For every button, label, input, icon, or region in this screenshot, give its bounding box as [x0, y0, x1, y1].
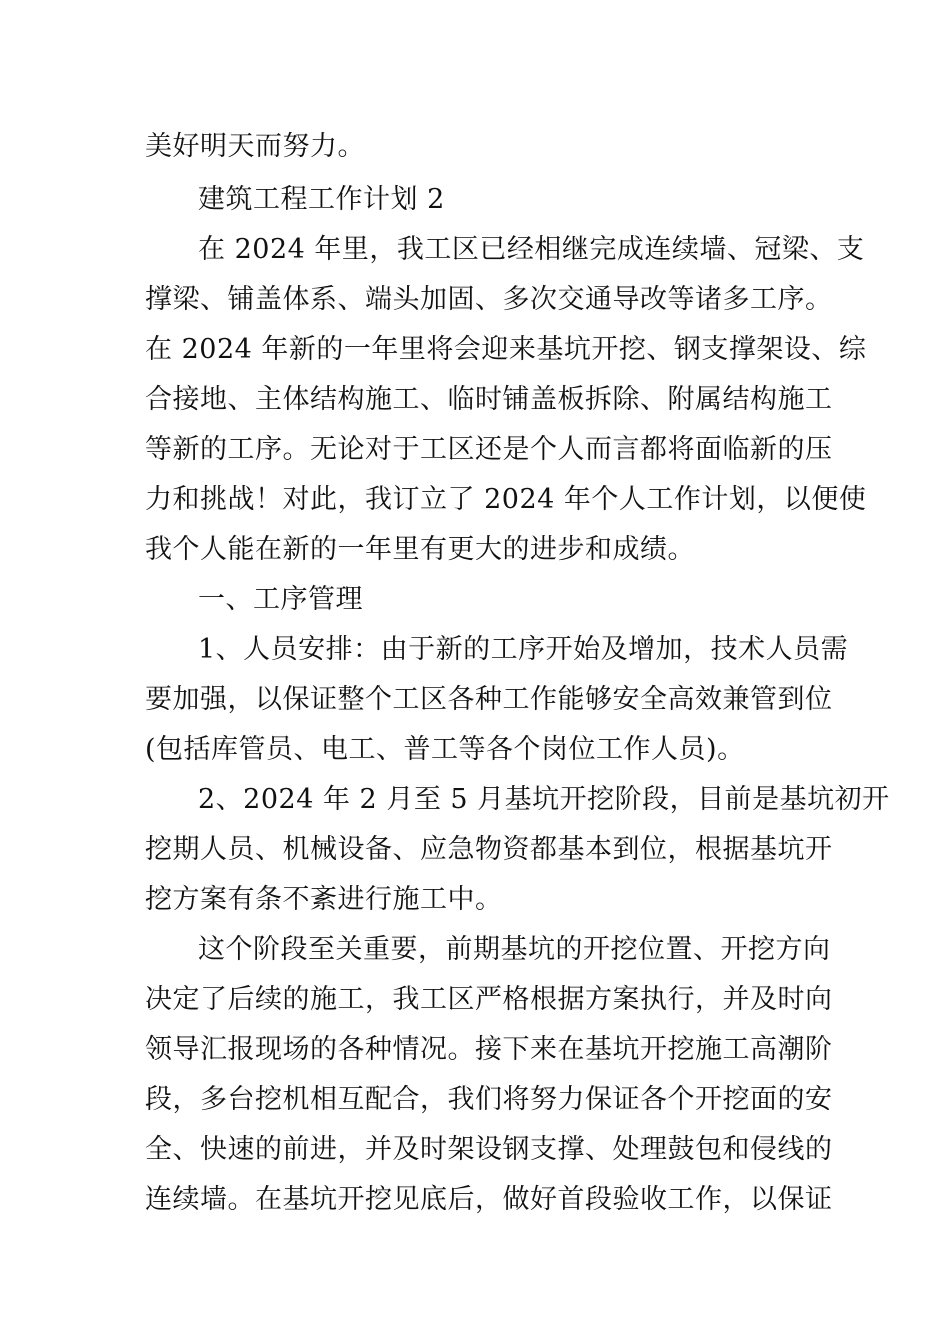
text-line: 段，多台挖机相互配合，我们将努力保证各个开挖面的安: [145, 1084, 833, 1115]
text-line: 挖方案有条不紊进行施工中。: [145, 884, 503, 915]
text-line: 我个人能在新的一年里有更大的进步和成绩。: [145, 534, 695, 565]
section-title: 建筑工程工作计划 2: [198, 184, 445, 215]
text-line: 1、人员安排：由于新的工序开始及增加，技术人员需: [198, 634, 849, 665]
text-line: 2、2024 年 2 月至 5 月基坑开挖阶段，目前是基坑初开: [198, 784, 890, 815]
text-line: 撑梁、铺盖体系、端头加固、多次交通导改等诸多工序。: [145, 284, 833, 315]
text-line: 在 2024 年里，我工区已经相继完成连续墙、冠梁、支: [198, 234, 865, 265]
text-line: 连续墙。在基坑开挖见底后，做好首段验收工作，以保证: [145, 1184, 833, 1215]
text-line: (包括库管员、电工、普工等各个岗位工作人员)。: [145, 734, 745, 765]
text-line: 合接地、主体结构施工、临时铺盖板拆除、附属结构施工: [145, 384, 833, 415]
text-line: 美好明天而努力。: [145, 131, 365, 162]
text-line: 力和挑战！对此，我订立了 2024 年个人工作计划，以便使: [145, 484, 867, 515]
text-line: 要加强，以保证整个工区各种工作能够安全高效兼管到位: [145, 684, 833, 715]
text-line: 在 2024 年新的一年里将会迎来基坑开挖、钢支撑架设、综: [145, 334, 867, 365]
text-line: 等新的工序。无论对于工区还是个人而言都将面临新的压: [145, 434, 833, 465]
text-line: 领导汇报现场的各种情况。接下来在基坑开挖施工高潮阶: [145, 1034, 833, 1065]
text-line: 挖期人员、机械设备、应急物资都基本到位，根据基坑开: [145, 834, 833, 865]
text-line: 这个阶段至关重要，前期基坑的开挖位置、开挖方向: [198, 934, 831, 965]
text-line: 决定了后续的施工，我工区严格根据方案执行，并及时向: [145, 984, 833, 1015]
section-heading: 一、工序管理: [198, 584, 363, 615]
text-line: 全、快速的前进，并及时架设钢支撑、处理鼓包和侵线的: [145, 1134, 833, 1165]
